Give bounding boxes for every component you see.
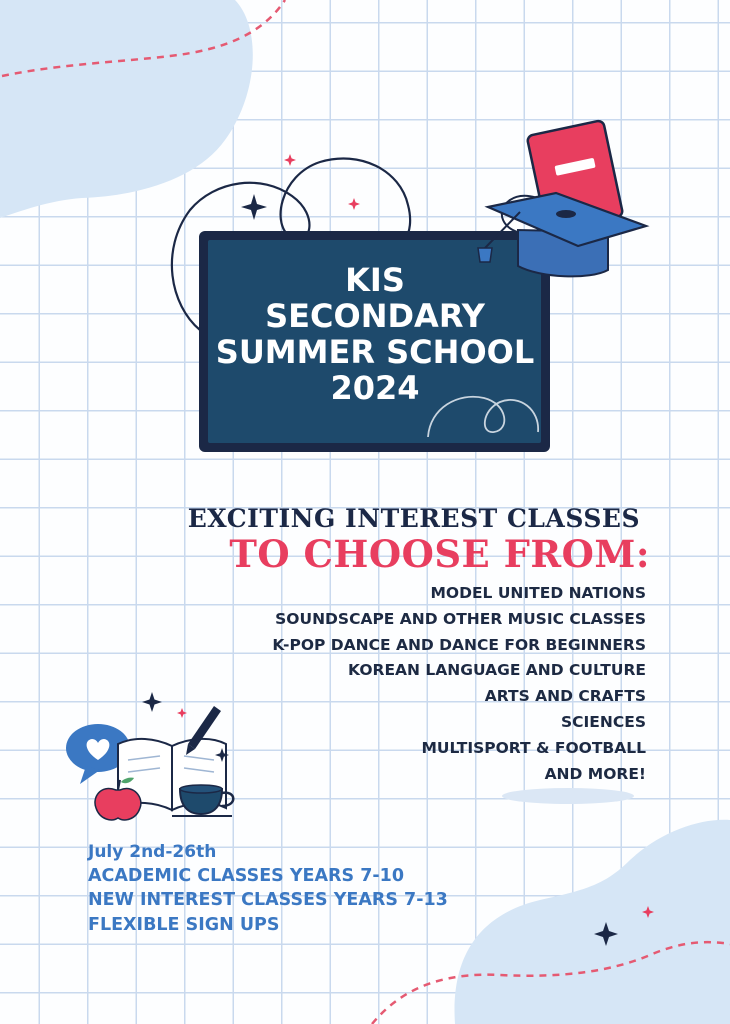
sparkle-icon (284, 154, 296, 166)
class-item: K-POP DANCE AND DANCE FOR BEGINNERS (272, 635, 646, 654)
classes-heading-line2: TO CHOOSE FROM: (229, 532, 650, 576)
class-item: AND MORE! (544, 764, 646, 783)
class-item: ARTS AND CRAFTS (484, 687, 646, 706)
class-item: KOREAN LANGUAGE AND CULTURE (348, 661, 646, 680)
dates-text: July 2nd-26th (88, 842, 217, 862)
title-line-secondary: SECONDARY (265, 297, 485, 335)
top-left-blob (0, 0, 253, 218)
title-line-school: KIS (345, 261, 405, 299)
academic-classes-text: ACADEMIC CLASSES YEARS 7-10 (88, 866, 405, 887)
class-item: MULTISPORT & FOOTBALL (421, 738, 646, 757)
title-line-year: 2024 (330, 369, 420, 407)
class-item: MODEL UNITED NATIONS (430, 584, 646, 602)
sparkle-icon (348, 198, 360, 210)
class-list (200, 581, 646, 787)
sparkle-icon (177, 708, 187, 718)
class-item: SCIENCES (561, 712, 646, 731)
class-item: SOUNDSCAPE AND OTHER MUSIC CLASSES (275, 609, 646, 628)
classes-heading-line1: EXCITING INTEREST CLASSES (187, 504, 640, 533)
poster-title (205, 262, 545, 406)
shadow-ellipse (502, 788, 634, 804)
sparkle-icon (241, 194, 267, 220)
info-block (88, 840, 528, 937)
title-line-summer-school: SUMMER SCHOOL (215, 333, 535, 371)
interest-classes-text: NEW INTEREST CLASSES YEARS 7-13 (88, 890, 448, 911)
sparkle-icon (142, 692, 162, 712)
signup-text: FLEXIBLE SIGN UPS (88, 914, 280, 935)
